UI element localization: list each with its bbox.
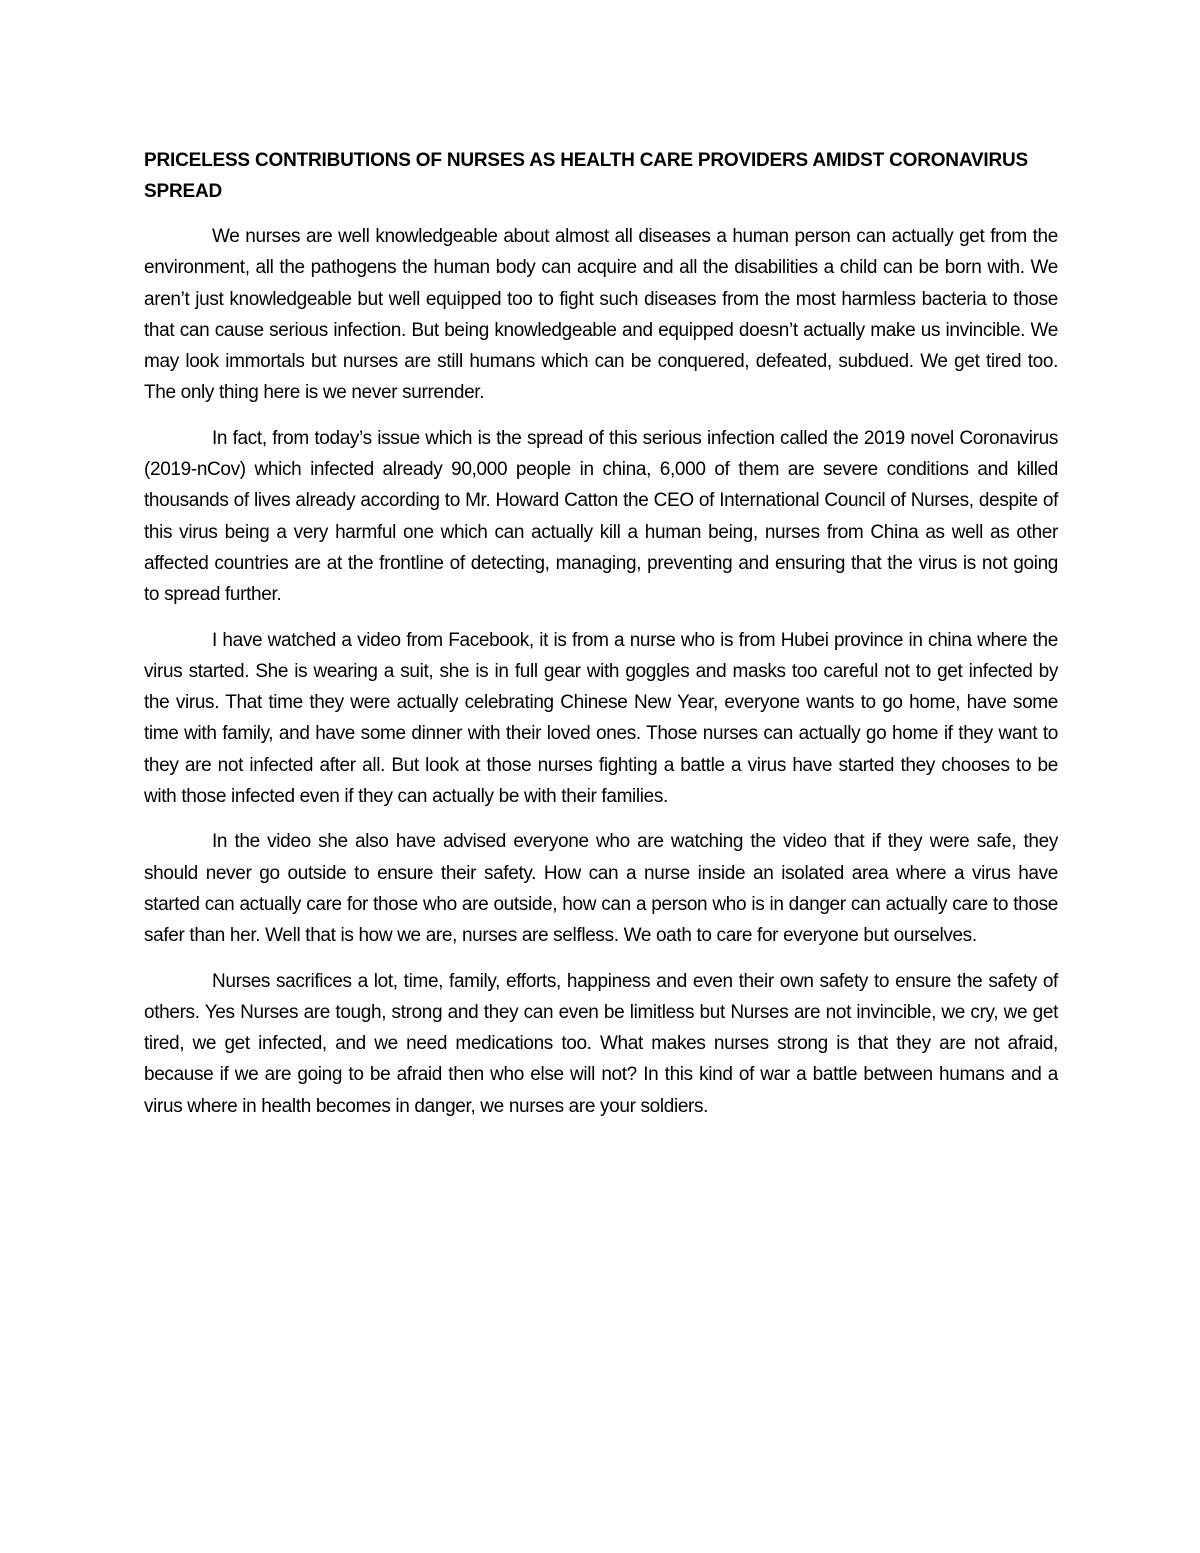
document-body [144, 145, 1058, 1136]
paragraph-3: I have watched a video from Facebook, it is from a nurse who is from Hubei province in china where the virus started. She is wearing a suit, she is in full gear with goggles and masks too careful not to get infected by the virus. That time they were actually celebrating Chinese New Year, everyone wants to go home, have some time with family, and have some dinner with their loved ones. Those nurses can actually go home if they want to they are not infected after all. But look at those nurses fighting a battle a virus have started they chooses to be with those infected even if they can actually be with their families. [144, 629, 1058, 808]
paragraph-1: We nurses are well knowledgeable about almost all diseases a human person can actually get from the environment, all the pathogens the human body can acquire and all the disabilities a child can be born with. We aren’t just knowledgeable but well equipped too to fight such diseases from the most harmless bacteria to those that can cause serious infection. But being knowledgeable and equipped doesn’t actually make us invincible. We may look immortals but nurses are still humans which can be conquered, defeated, subdued. We get tired too. The only thing here is we never surrender. [144, 226, 1058, 404]
document-title: PRICELESS CONTRIBUTIONS OF NURSES AS HEALTH CARE PROVIDERS AMIDST CORONAVIRUS SPREAD [144, 150, 1028, 202]
paragraph-5: Nurses sacrifices a lot, time, family, efforts, happiness and even their own safety to ensure the safety of others. Yes Nurses are tough, strong and they can even be limitless but Nurses are not invincible, we cry, we get tired, we get infected, and we need medications too. What makes nurses strong is that they are not afraid, because if we are going to be afraid then who else will not? In this kind of war a battle between humans and a virus where in health becomes in danger, we nurses are your soldiers. [144, 970, 1058, 1117]
paragraph-2: In fact, from today’s issue which is the spread of this serious infection called the 2019 novel Coronavirus (2019-nCov) which infected already 90,000 people in china, 6,000 of them are severe conditions and killed thousands of lives already according to Mr. Howard Catton the CEO of International Council of Nurses, despite of this virus being a very harmful one which can actually kill a human being, nurses from China as well as other affected countries are at the frontline of detecting, managing, preventing and ensuring that the virus is not going to spread further. [144, 427, 1058, 606]
paragraph-4: In the video she also have advised everyone who are watching the video that if they were safe, they should never go outside to ensure their safety. How can a nurse inside an isolated area where a virus have started can actually care for those who are outside, how can a person who is in danger can actually care to those safer than her. Well that is how we are, nurses are selfless. We oath to care for everyone but ourselves. [144, 831, 1058, 947]
